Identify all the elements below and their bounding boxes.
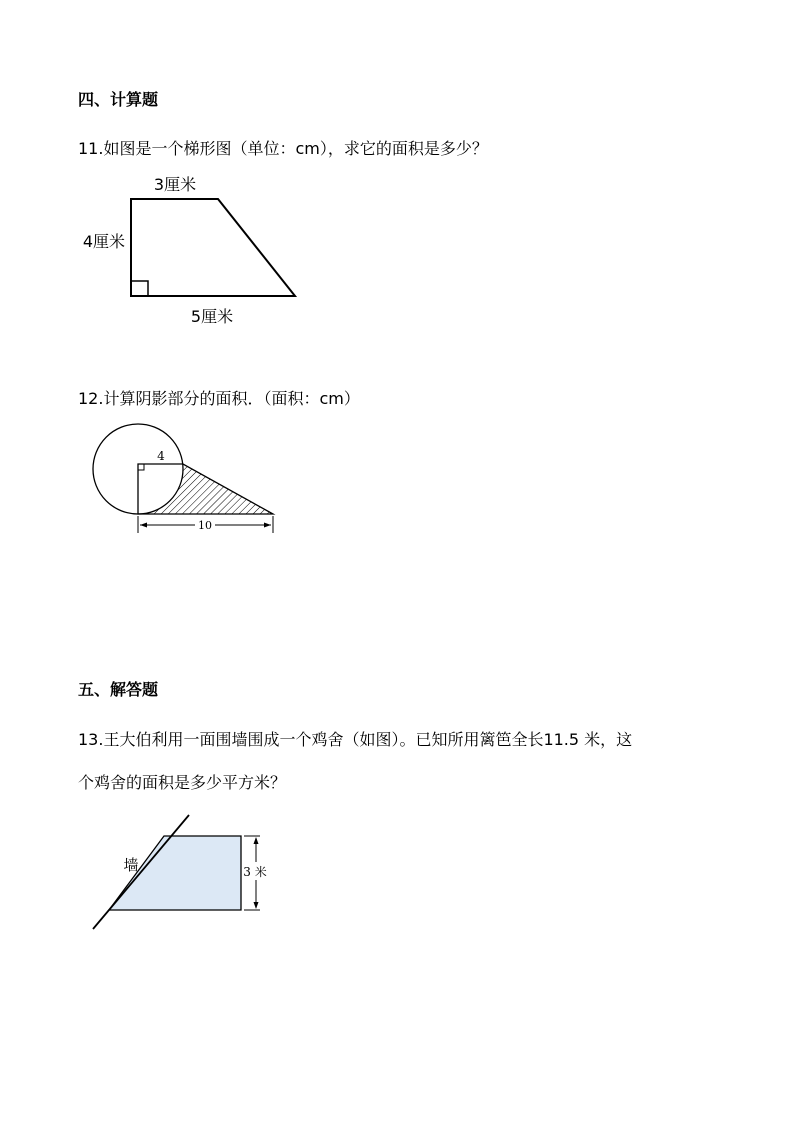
- section-title-calculation: 四、计算题: [78, 90, 159, 109]
- shaded-region: [138, 464, 273, 514]
- right-angle-marker: [131, 281, 148, 296]
- trapezoid-figure: [70, 170, 310, 334]
- question-13-text-line1: 13.王大伯利用一面围墙围成一个鸡舍（如图）。已知所用篱笆全长11.5 米，这: [78, 730, 633, 749]
- chicken-coop-figure: [85, 810, 285, 944]
- wall-label: 墙: [123, 856, 139, 874]
- question-11-text: 11.如图是一个梯形图（单位：cm），求它的面积是多少？: [78, 139, 488, 158]
- section-title-answer: 五、解答题: [78, 680, 159, 699]
- question-13-text-line2: 个鸡舍的面积是多少平方米？: [78, 773, 287, 792]
- right-angle-marker: [138, 464, 144, 470]
- circle-triangle-figure: [90, 415, 290, 544]
- base-label: 10: [198, 519, 212, 532]
- radius-label: 4: [157, 449, 165, 463]
- trapezoid-bottom-label: 5厘米: [190, 307, 234, 326]
- trapezoid-top-label: 3厘米: [153, 175, 197, 194]
- height-label: 3 米: [243, 865, 267, 879]
- trapezoid-shape: [131, 199, 295, 296]
- trapezoid-left-label: 4厘米: [82, 232, 125, 251]
- question-12-text: 12.计算阴影部分的面积．（面积：cm）: [78, 389, 360, 408]
